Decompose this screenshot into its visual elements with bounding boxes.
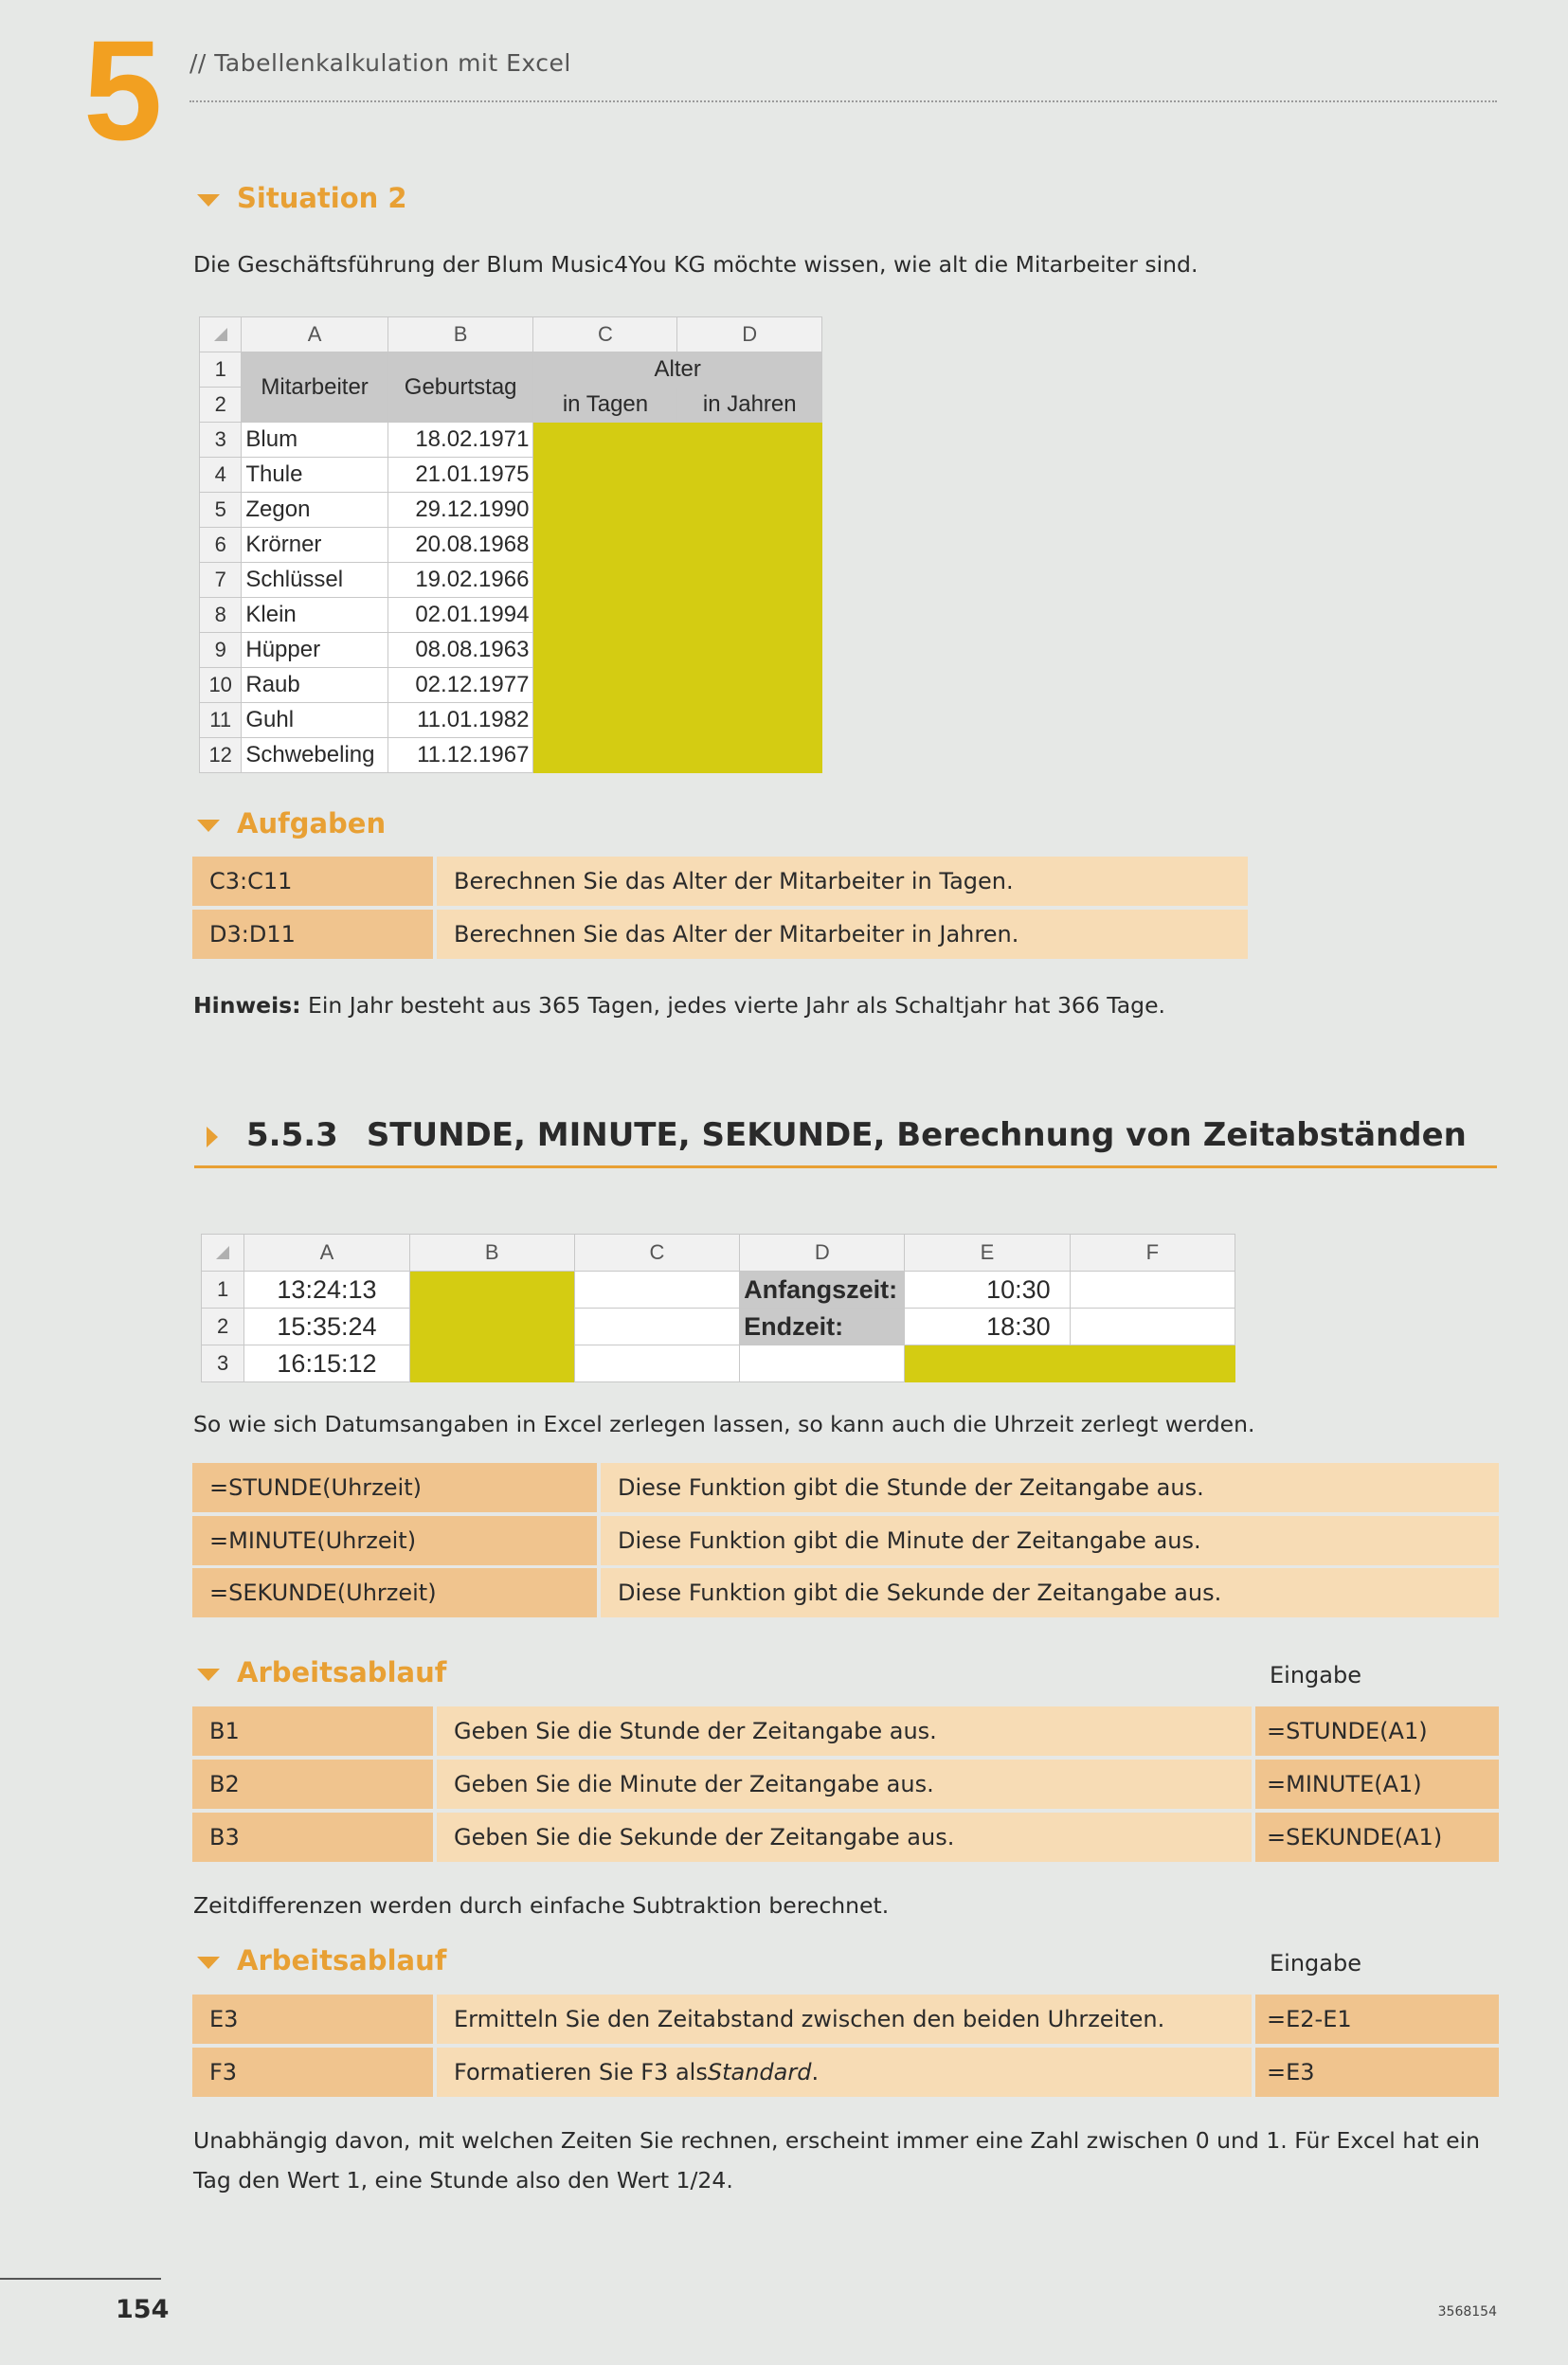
- function-name: =MINUTE(Uhrzeit): [192, 1516, 597, 1565]
- table-row: 3 Blum 18.02.1971: [200, 423, 822, 458]
- step-row: [192, 1760, 1499, 1809]
- column-header: C: [533, 317, 677, 352]
- row-header: 1: [200, 352, 242, 388]
- triangle-down-icon: [197, 820, 220, 832]
- function-row: [192, 1463, 1499, 1512]
- header-alter: Alter: [533, 352, 822, 388]
- hint: [193, 985, 1165, 1025]
- triangle-down-icon: [197, 194, 220, 207]
- step-input: =E2-E1: [1255, 1995, 1499, 2044]
- header-divider: [189, 100, 1497, 102]
- situation-text: Die Geschäftsführung der Blum Music4You KG möchte wissen, wie alt die Mitarbeiter sind.: [193, 251, 1199, 278]
- column-header: B: [387, 317, 533, 352]
- task-ref: D3:D11: [192, 910, 433, 959]
- task-row: [192, 910, 1248, 959]
- employee-spreadsheet: [199, 316, 822, 773]
- step-row: [192, 1706, 1499, 1756]
- step-row: [192, 1813, 1499, 1862]
- arbeitsablauf-heading: Arbeitsablauf: [197, 1944, 446, 1977]
- column-header: A: [242, 317, 387, 352]
- step-row: [192, 2048, 1499, 2097]
- column-header: A: [244, 1235, 409, 1272]
- eingabe-label: Eingabe: [1270, 1662, 1361, 1688]
- function-name: =SEKUNDE(Uhrzeit): [192, 1568, 597, 1617]
- table-row: 4 Thule 21.01.1975: [200, 458, 822, 493]
- closing-text: Unabhängig davon, mit welchen Zeiten Sie rechnen, erscheint immer eine Zahl zwischen 0 und 1. Für Excel hat ein Tag den Wert 1, eine Stunde also den Wert 1/24.: [193, 2127, 1481, 2193]
- column-header: D: [677, 317, 822, 352]
- table-row: 10 Raub 02.12.1977: [200, 668, 822, 703]
- column-header: E: [905, 1235, 1070, 1272]
- corner-cell: [202, 1235, 244, 1272]
- situation-heading: Situation 2: [197, 182, 407, 214]
- table-row: 8 Klein 02.01.1994: [200, 598, 822, 633]
- intro-text: So wie sich Datumsangaben in Excel zerlegen lassen, so kann auch die Uhrzeit zerlegt werden.: [193, 1411, 1255, 1437]
- triangle-down-icon: [197, 1957, 220, 1969]
- step-text: Ermitteln Sie den Zeitabstand zwischen den beiden Uhrzeiten.: [437, 1995, 1252, 2044]
- time-spreadsheet: [201, 1234, 1235, 1382]
- step-text: Geben Sie die Minute der Zeitangabe aus.: [437, 1760, 1252, 1809]
- triangle-down-icon: [197, 1669, 220, 1681]
- step-ref: B3: [192, 1813, 433, 1862]
- task-text: Berechnen Sie das Alter der Mitarbeiter in Tagen.: [437, 857, 1248, 906]
- aufgaben-heading: Aufgaben: [197, 807, 386, 839]
- step-ref: B2: [192, 1760, 433, 1809]
- step-input: =E3: [1255, 2048, 1499, 2097]
- section-underline: [194, 1165, 1497, 1168]
- step-input: =SEKUNDE(A1): [1255, 1813, 1499, 1862]
- function-desc: Diese Funktion gibt die Sekunde der Zeitangabe aus.: [601, 1568, 1499, 1617]
- emphasis: Standard: [707, 2059, 812, 2085]
- column-header: C: [574, 1235, 739, 1272]
- step-input: =MINUTE(A1): [1255, 1760, 1499, 1809]
- book-code: 3568154: [1437, 2304, 1497, 2320]
- step-ref: E3: [192, 1995, 433, 2044]
- table-row: 3 16:15:12: [202, 1345, 1235, 1382]
- table-row: 7 Schlüssel 19.02.1966: [200, 563, 822, 598]
- table-row: 9 Hüpper 08.08.1963: [200, 633, 822, 668]
- footer-line: [0, 2278, 161, 2280]
- table-row: 11 Guhl 11.01.1982: [200, 703, 822, 738]
- column-header: D: [740, 1235, 905, 1272]
- step-ref: B1: [192, 1706, 433, 1756]
- function-name: =STUNDE(Uhrzeit): [192, 1463, 597, 1512]
- running-title: // Tabellenkalkulation mit Excel: [189, 49, 571, 77]
- task-row: [192, 857, 1248, 906]
- diff-text: Zeitdifferenzen werden durch einfache Subtraktion berechnet.: [193, 1892, 890, 1919]
- column-header: F: [1070, 1235, 1235, 1272]
- function-desc: Diese Funktion gibt die Minute der Zeitangabe aus.: [601, 1516, 1499, 1565]
- corner-cell: [200, 317, 242, 352]
- eingabe-label: Eingabe: [1270, 1950, 1361, 1977]
- row-header: 2: [200, 388, 242, 423]
- step-ref: F3: [192, 2048, 433, 2097]
- table-row: 1 13:24:13 Anfangszeit: 10:30: [202, 1272, 1235, 1309]
- function-row: [192, 1568, 1499, 1617]
- step-row: [192, 1995, 1499, 2044]
- table-row: 6 Krörner 20.08.1968: [200, 528, 822, 563]
- header-mitarbeiter: Mitarbeiter: [242, 352, 387, 423]
- chapter-number: 5: [83, 10, 163, 170]
- table-row: 5 Zegon 29.12.1990: [200, 493, 822, 528]
- header-tagen: in Tagen: [533, 388, 677, 423]
- step-input: =STUNDE(A1): [1255, 1706, 1499, 1756]
- header-geburtstag: Geburtstag: [387, 352, 533, 423]
- task-ref: C3:C11: [192, 857, 433, 906]
- triangle-right-icon: [207, 1127, 218, 1147]
- function-row: [192, 1516, 1499, 1565]
- step-text: Geben Sie die Stunde der Zeitangabe aus.: [437, 1706, 1252, 1756]
- task-text: Berechnen Sie das Alter der Mitarbeiter in Jahren.: [437, 910, 1248, 959]
- table-row: 2 15:35:24 Endzeit: 18:30: [202, 1309, 1235, 1345]
- function-desc: Diese Funktion gibt die Stunde der Zeitangabe aus.: [601, 1463, 1499, 1512]
- page-number: 154: [116, 2295, 170, 2324]
- step-text: Geben Sie die Sekunde der Zeitangabe aus.: [437, 1813, 1252, 1862]
- column-header: B: [409, 1235, 574, 1272]
- arbeitsablauf-heading: Arbeitsablauf: [197, 1656, 446, 1688]
- header-jahren: in Jahren: [677, 388, 822, 423]
- hint-text: Ein Jahr besteht aus 365 Tagen, jedes vierte Jahr als Schaltjahr hat 366 Tage.: [300, 992, 1166, 1019]
- table-row: 12 Schwebeling 11.12.1967: [200, 738, 822, 773]
- hint-label: Hinweis:: [193, 992, 301, 1019]
- section-heading: 5.5.3 STUNDE, MINUTE, SEKUNDE, Berechnung von Zeitabständen: [207, 1116, 1467, 1154]
- step-text: Formatieren Sie F3 als Standard .: [437, 2048, 1252, 2097]
